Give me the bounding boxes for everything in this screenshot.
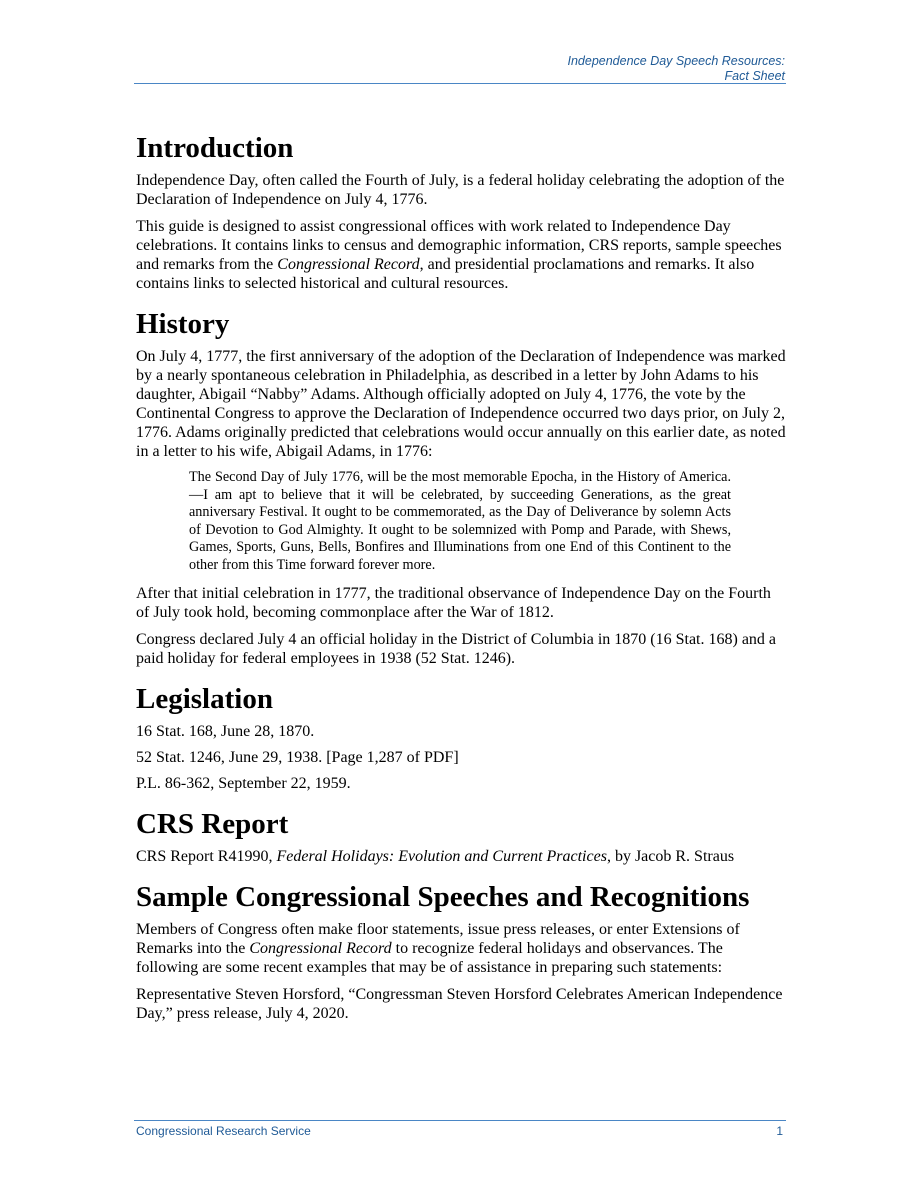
speeches-paragraph-1 bbox=[136, 920, 786, 977]
header-title: Independence Day Speech Resources: bbox=[567, 54, 785, 68]
footer-organization: Congressional Research Service bbox=[136, 1124, 311, 1138]
crs-report-suffix: , by Jacob R. Straus bbox=[606, 848, 735, 865]
crs-report-heading: CRS Report bbox=[136, 808, 289, 840]
footer-rule bbox=[134, 1120, 786, 1121]
header-rule bbox=[134, 83, 786, 84]
page-number: 1 bbox=[776, 1124, 783, 1138]
crs-report-title-link[interactable]: Federal Holidays: Evolution and Current Practices bbox=[276, 848, 607, 865]
legislation-item[interactable]: 16 Stat. 168, June 28, 1870. bbox=[136, 723, 315, 740]
intro-paragraph-1: Independence Day, often called the Fourth of July, is a federal holiday celebrating the adoption of the Declaration of Independence on July 4, 1776. bbox=[136, 172, 785, 208]
crs-report-prefix: CRS Report R41990, bbox=[136, 848, 277, 865]
running-header bbox=[567, 54, 785, 84]
speeches-heading: Sample Congressional Speeches and Recognitions bbox=[136, 881, 750, 913]
crs-report-citation bbox=[136, 847, 786, 866]
history-paragraph-3: Congress declared July 4 an official holiday in the District of Columbia in 1870 (16 Stat. 168) and a paid holiday for federal employees in 1938 (52 Stat. 1246). bbox=[136, 631, 777, 667]
intro-paragraph-2 bbox=[136, 217, 786, 293]
intro-p2-text-b: , and presidential proclamations and remarks. It also contains links to selected historical and cultural resources. bbox=[136, 256, 755, 292]
legislation-heading: Legislation bbox=[136, 683, 273, 715]
legislation-item[interactable]: 52 Stat. 1246, June 29, 1938. [Page 1,287 of PDF] bbox=[136, 749, 459, 766]
history-paragraph-1: On July 4, 1777, the first anniversary of the adoption of the Declaration of Independence was marked by a nearly spontaneous celebration in Philadelphia, as described in a letter by John Adams to his daughter, Abigail “Nabby” Adams. Although officially adopted on July 4, 1776, the vote by the Continental Congress to approve the Declaration of Independence occurred two days prior, on July 2, 1776. Adams originally predicted that celebrations would occur annually on this earlier date, as noted in a letter to his wife, Abigail Adams, in 1776: bbox=[136, 348, 786, 460]
history-heading: History bbox=[136, 308, 230, 340]
header-subtitle: Fact Sheet bbox=[724, 69, 785, 83]
legislation-item[interactable]: P.L. 86-362, September 22, 1959. bbox=[136, 775, 351, 792]
intro-p2-text-a: This guide is designed to assist congressional offices with work related to Independence Day celebrations. It contains links to census and demographic information, CRS reports, sample speeches and remarks from the bbox=[136, 218, 782, 273]
speeches-p1-congressional-record: Congressional Record bbox=[249, 940, 392, 957]
page-body bbox=[136, 131, 786, 1031]
adams-quote: The Second Day of July 1776, will be the most memorable Epocha, in the History of America.—I am apt to believe that it will be celebrated, by succeeding Generations, as the great anniversary Festival. It ought to be commemorated, as the Day of Deliverance by solemn Acts of Devotion to God Almighty. It ought to be solemnized with Pomp and Parade, with Shews, Games, Sports, Guns, Bells, Bonfires and Illuminations from one End of this Continent to the other from this Time forward forever more. bbox=[189, 469, 731, 573]
speeches-p1-text-a: Members of Congress often make floor statements, issue press releases, or enter Extensions of Remarks into the bbox=[136, 921, 740, 957]
speeches-p1-text-b: to recognize federal holidays and observances. The following are some recent examples that may be of assistance in preparing such statements: bbox=[136, 940, 723, 976]
speech-example-horsford[interactable]: Representative Steven Horsford, “Congressman Steven Horsford Celebrates American Independence Day,” press release, July 4, 2020. bbox=[136, 986, 783, 1022]
history-paragraph-2: After that initial celebration in 1777, the traditional observance of Independence Day on the Fourth of July took hold, becoming commonplace after the War of 1812. bbox=[136, 585, 771, 621]
intro-heading: Introduction bbox=[136, 132, 294, 164]
intro-p2-congressional-record: Congressional Record bbox=[277, 256, 420, 273]
